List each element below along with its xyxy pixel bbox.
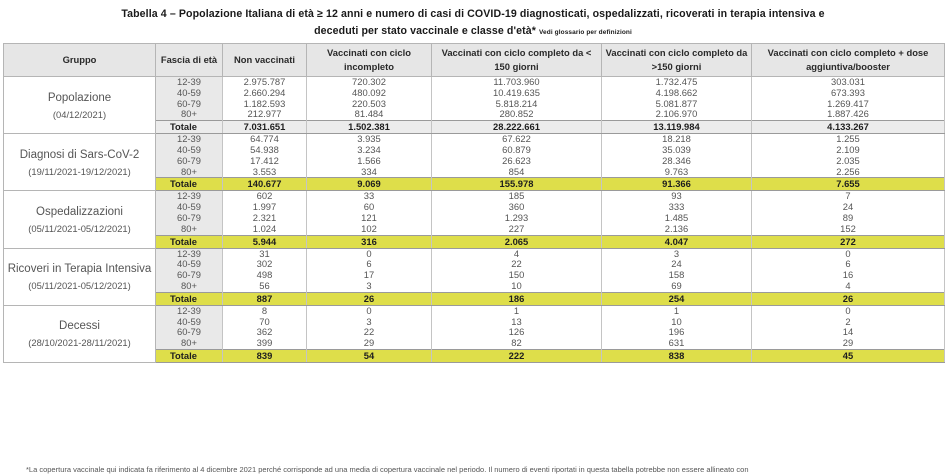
value-cell: 1.887.426 [752, 109, 945, 120]
value-cell: 33 [307, 191, 432, 202]
group-cell [4, 248, 156, 305]
value-cell: 1 [432, 305, 602, 316]
value-cell: 24 [602, 259, 752, 270]
value-cell: 18.218 [602, 134, 752, 145]
value-cell: 1.024 [223, 224, 307, 235]
value-cell: 64.774 [223, 134, 307, 145]
value-cell: 2.321 [223, 213, 307, 224]
value-cell: 2.660.294 [223, 88, 307, 99]
total-label: Totale [156, 178, 223, 191]
table-title [0, 6, 946, 41]
value-cell: 102 [307, 224, 432, 235]
group-name: Decessi [59, 320, 100, 333]
value-cell: 303.031 [752, 77, 945, 88]
value-cell: 227 [432, 224, 602, 235]
value-cell: 673.393 [752, 88, 945, 99]
value-cell: 35.039 [602, 145, 752, 156]
age-cell: 12-39 [156, 305, 223, 316]
value-cell: 22 [307, 327, 432, 338]
value-cell: 8 [223, 305, 307, 316]
value-cell: 60.879 [432, 145, 602, 156]
value-cell: 17 [307, 270, 432, 281]
value-cell: 4 [432, 248, 602, 259]
table-row [4, 191, 945, 202]
value-cell: 81.484 [307, 109, 432, 120]
value-cell: 720.302 [307, 77, 432, 88]
value-cell: 2.109 [752, 145, 945, 156]
age-cell: 40-59 [156, 317, 223, 328]
covid-data-table [3, 43, 945, 363]
value-cell: 3.553 [223, 167, 307, 178]
value-cell: 362 [223, 327, 307, 338]
value-cell: 7 [752, 191, 945, 202]
value-cell: 24 [752, 202, 945, 213]
total-value-cell: 155.978 [432, 178, 602, 191]
age-cell: 60-79 [156, 327, 223, 338]
total-label: Totale [156, 292, 223, 305]
value-cell: 10 [602, 317, 752, 328]
group-name: Popolazione [47, 91, 112, 104]
value-cell: 631 [602, 338, 752, 349]
header-row [4, 44, 945, 77]
value-cell: 26.623 [432, 156, 602, 167]
group-name: Diagnosi di Sars-CoV-2 [19, 148, 140, 161]
value-cell: 29 [752, 338, 945, 349]
age-cell: 80+ [156, 109, 223, 120]
table-row [4, 77, 945, 88]
value-cell: 6 [752, 259, 945, 270]
total-value-cell: 13.119.984 [602, 121, 752, 134]
value-cell: 185 [432, 191, 602, 202]
total-value-cell: 140.677 [223, 178, 307, 191]
col-header-completo-lt150: Vaccinati con ciclo completo da < 150 giorni [432, 44, 602, 77]
value-cell: 13 [432, 317, 602, 328]
value-cell: 2.256 [752, 167, 945, 178]
value-cell: 333 [602, 202, 752, 213]
value-cell: 82 [432, 338, 602, 349]
value-cell: 67.622 [432, 134, 602, 145]
table-body [4, 77, 945, 363]
value-cell: 280.852 [432, 109, 602, 120]
value-cell: 3 [602, 248, 752, 259]
total-value-cell: 9.069 [307, 178, 432, 191]
value-cell: 28.346 [602, 156, 752, 167]
value-cell: 4.198.662 [602, 88, 752, 99]
value-cell: 11.703.960 [432, 77, 602, 88]
age-cell: 12-39 [156, 248, 223, 259]
value-cell: 1.182.593 [223, 99, 307, 110]
value-cell: 3 [307, 317, 432, 328]
value-cell: 399 [223, 338, 307, 349]
total-value-cell: 54 [307, 349, 432, 362]
group-cell [4, 191, 156, 248]
value-cell: 2.035 [752, 156, 945, 167]
value-cell: 69 [602, 281, 752, 292]
age-cell: 80+ [156, 281, 223, 292]
total-value-cell: 4.047 [602, 235, 752, 248]
value-cell: 196 [602, 327, 752, 338]
group-dates: (28/10/2021-28/11/2021) [28, 337, 131, 349]
value-cell: 602 [223, 191, 307, 202]
group-cell [4, 134, 156, 191]
value-cell: 121 [307, 213, 432, 224]
value-cell: 5.818.214 [432, 99, 602, 110]
value-cell: 16 [752, 270, 945, 281]
value-cell: 1 [602, 305, 752, 316]
value-cell: 1.255 [752, 134, 945, 145]
age-cell: 12-39 [156, 134, 223, 145]
value-cell: 2 [752, 317, 945, 328]
total-value-cell: 316 [307, 235, 432, 248]
value-cell: 302 [223, 259, 307, 270]
value-cell: 2.136 [602, 224, 752, 235]
col-header-completo-gt150: Vaccinati con ciclo completo da >150 giorni [602, 44, 752, 77]
value-cell: 9.763 [602, 167, 752, 178]
total-value-cell: 45 [752, 349, 945, 362]
total-value-cell: 186 [432, 292, 602, 305]
group-dates: (05/11/2021-05/12/2021) [28, 280, 131, 292]
value-cell: 334 [307, 167, 432, 178]
value-cell: 150 [432, 270, 602, 281]
value-cell: 54.938 [223, 145, 307, 156]
total-label: Totale [156, 235, 223, 248]
value-cell: 5.081.877 [602, 99, 752, 110]
total-value-cell: 91.366 [602, 178, 752, 191]
table-row [4, 134, 945, 145]
group-cell [4, 77, 156, 134]
value-cell: 220.503 [307, 99, 432, 110]
value-cell: 29 [307, 338, 432, 349]
value-cell: 498 [223, 270, 307, 281]
group-dates: (05/11/2021-05/12/2021) [28, 222, 131, 234]
value-cell: 10.419.635 [432, 88, 602, 99]
value-cell: 70 [223, 317, 307, 328]
value-cell: 1.269.417 [752, 99, 945, 110]
value-cell: 10 [432, 281, 602, 292]
value-cell: 14 [752, 327, 945, 338]
group-dates: (19/11/2021-19/12/2021) [28, 165, 131, 177]
age-cell: 60-79 [156, 99, 223, 110]
value-cell: 360 [432, 202, 602, 213]
total-value-cell: 4.133.267 [752, 121, 945, 134]
value-cell: 3.935 [307, 134, 432, 145]
total-value-cell: 254 [602, 292, 752, 305]
value-cell: 93 [602, 191, 752, 202]
total-value-cell: 5.944 [223, 235, 307, 248]
value-cell: 854 [432, 167, 602, 178]
value-cell: 1.997 [223, 202, 307, 213]
value-cell: 2.975.787 [223, 77, 307, 88]
value-cell: 22 [432, 259, 602, 270]
title-line-2 [0, 23, 946, 41]
total-value-cell: 2.065 [432, 235, 602, 248]
age-cell: 80+ [156, 338, 223, 349]
value-cell: 1.732.475 [602, 77, 752, 88]
value-cell: 3 [307, 281, 432, 292]
total-label: Totale [156, 349, 223, 362]
col-header-non-vaccinati: Non vaccinati [223, 44, 307, 77]
table-row [4, 248, 945, 259]
value-cell: 1.293 [432, 213, 602, 224]
value-cell: 152 [752, 224, 945, 235]
title-line-2-text: deceduti per stato vaccinale e classe d'età* [314, 25, 536, 37]
age-cell: 40-59 [156, 88, 223, 99]
total-value-cell: 839 [223, 349, 307, 362]
value-cell: 0 [307, 248, 432, 259]
age-cell: 40-59 [156, 145, 223, 156]
age-cell: 12-39 [156, 191, 223, 202]
total-value-cell: 272 [752, 235, 945, 248]
total-value-cell: 28.222.661 [432, 121, 602, 134]
age-cell: 60-79 [156, 270, 223, 281]
value-cell: 6 [307, 259, 432, 270]
total-label: Totale [156, 121, 223, 134]
age-cell: 80+ [156, 167, 223, 178]
age-cell: 80+ [156, 224, 223, 235]
value-cell: 480.092 [307, 88, 432, 99]
title-line-1: Tabella 4 – Popolazione Italiana di età ≥ 12 anni e numero di casi di COVID-19 diagnosticati, ospedalizzati, ricoverati in terapia intensiva e [121, 8, 825, 20]
value-cell: 17.412 [223, 156, 307, 167]
value-cell: 89 [752, 213, 945, 224]
age-cell: 60-79 [156, 213, 223, 224]
total-value-cell: 838 [602, 349, 752, 362]
col-header-booster: Vaccinati con ciclo completo + dose aggiuntiva/booster [752, 44, 945, 77]
value-cell: 212.977 [223, 109, 307, 120]
total-value-cell: 26 [752, 292, 945, 305]
group-dates: (04/12/2021) [52, 108, 107, 120]
age-cell: 12-39 [156, 77, 223, 88]
group-name: Ricoveri in Terapia Intensiva [7, 263, 152, 276]
total-value-cell: 7.655 [752, 178, 945, 191]
group-cell [4, 305, 156, 362]
value-cell: 31 [223, 248, 307, 259]
age-cell: 40-59 [156, 259, 223, 270]
value-cell: 0 [307, 305, 432, 316]
value-cell: 4 [752, 281, 945, 292]
group-name: Ospedalizzazioni [36, 205, 123, 218]
glossary-note: Vedi glossario per definizioni [538, 29, 632, 36]
total-value-cell: 887 [223, 292, 307, 305]
footnote: *La copertura vaccinale qui indicata fa riferimento al 4 dicembre 2021 perché corrisponde ad una media di copertura vaccinale nel periodo. Il numero di eventi riportati in questa tabella potrebbe non essere allineato con [26, 465, 749, 474]
value-cell: 1.566 [307, 156, 432, 167]
total-value-cell: 1.502.381 [307, 121, 432, 134]
value-cell: 0 [752, 305, 945, 316]
table-row [4, 305, 945, 316]
total-value-cell: 26 [307, 292, 432, 305]
value-cell: 60 [307, 202, 432, 213]
value-cell: 3.234 [307, 145, 432, 156]
value-cell: 126 [432, 327, 602, 338]
total-value-cell: 222 [432, 349, 602, 362]
value-cell: 158 [602, 270, 752, 281]
value-cell: 56 [223, 281, 307, 292]
age-cell: 60-79 [156, 156, 223, 167]
col-header-gruppo: Gruppo [4, 44, 156, 77]
col-header-incompleto: Vaccinati con ciclo incompleto [307, 44, 432, 77]
col-header-fascia: Fascia di età [156, 44, 223, 77]
value-cell: 2.106.970 [602, 109, 752, 120]
age-cell: 40-59 [156, 202, 223, 213]
total-value-cell: 7.031.651 [223, 121, 307, 134]
value-cell: 1.485 [602, 213, 752, 224]
value-cell: 0 [752, 248, 945, 259]
